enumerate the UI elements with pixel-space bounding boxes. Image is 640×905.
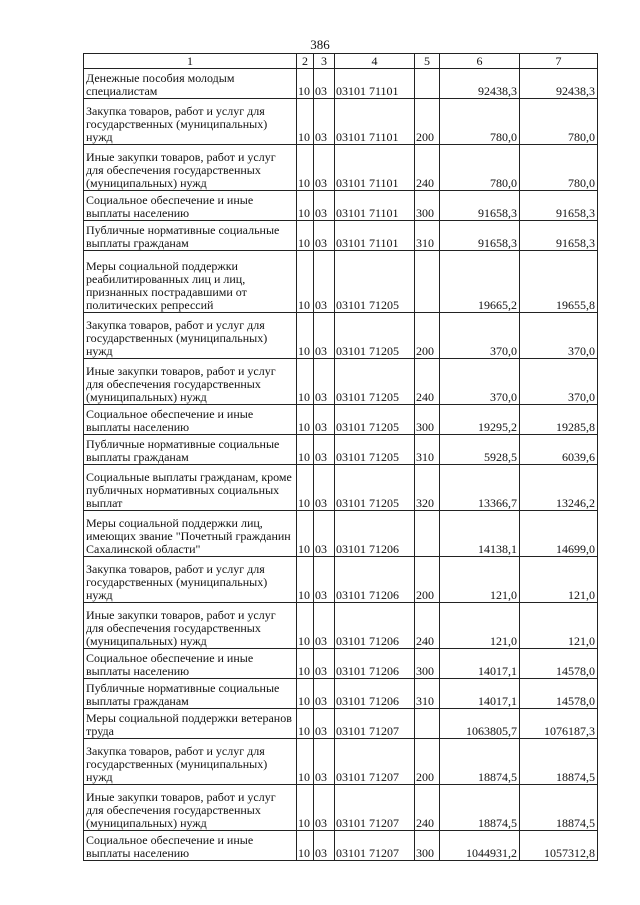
- expense-type-cell: 310: [415, 435, 440, 465]
- amount-col7-cell: 91658,3: [520, 221, 598, 251]
- target-article-cell: 03101 71205: [335, 359, 415, 405]
- amount-col6-cell: 14017,1: [440, 679, 520, 709]
- amount-col6-cell: 1044931,2: [440, 831, 520, 861]
- section-code-cell: 10: [297, 69, 314, 99]
- table-header-row: [84, 54, 598, 69]
- amount-col7-cell: 1057312,8: [520, 831, 598, 861]
- subsection-code-cell: 03: [314, 603, 335, 649]
- section-code-cell: 10: [297, 313, 314, 359]
- section-code-cell: 10: [297, 557, 314, 603]
- target-article-cell: 03101 71205: [335, 313, 415, 359]
- target-article-cell: 03101 71205: [335, 435, 415, 465]
- amount-col7-cell: 780,0: [520, 145, 598, 191]
- section-code-cell: 10: [297, 709, 314, 739]
- table-row: [84, 603, 598, 649]
- column-header: 1: [84, 54, 297, 69]
- row-name-cell: Иные закупки товаров, работ и услуг для обеспечения государственных (муниципальных) нужд: [84, 359, 297, 405]
- amount-col6-cell: 91658,3: [440, 221, 520, 251]
- target-article-cell: 03101 71205: [335, 405, 415, 435]
- table-row: [84, 405, 598, 435]
- expense-type-cell: 240: [415, 603, 440, 649]
- amount-col6-cell: 370,0: [440, 359, 520, 405]
- section-code-cell: 10: [297, 99, 314, 145]
- amount-col7-cell: 91658,3: [520, 191, 598, 221]
- subsection-code-cell: 03: [314, 739, 335, 785]
- section-code-cell: 10: [297, 359, 314, 405]
- table-row: [84, 739, 598, 785]
- row-name-cell: Меры социальной поддержки реабилитированных лиц и лиц, признанных пострадавшими от политических репрессий: [84, 251, 297, 313]
- row-name-cell: Закупка товаров, работ и услуг для государственных (муниципальных) нужд: [84, 557, 297, 603]
- section-code-cell: 10: [297, 511, 314, 557]
- section-code-cell: 10: [297, 221, 314, 251]
- subsection-code-cell: 03: [314, 221, 335, 251]
- row-name-cell: Меры социальной поддержки ветеранов труда: [84, 709, 297, 739]
- amount-col6-cell: 18874,5: [440, 785, 520, 831]
- section-code-cell: 10: [297, 649, 314, 679]
- amount-col7-cell: 1076187,3: [520, 709, 598, 739]
- target-article-cell: 03101 71207: [335, 739, 415, 785]
- target-article-cell: 03101 71207: [335, 831, 415, 861]
- row-name-cell: Социальное обеспечение и иные выплаты населению: [84, 831, 297, 861]
- row-name-cell: Меры социальной поддержки лиц, имеющих звание "Почетный гражданин Сахалинской области": [84, 511, 297, 557]
- amount-col7-cell: 370,0: [520, 359, 598, 405]
- amount-col6-cell: 19295,2: [440, 405, 520, 435]
- amount-col6-cell: 19665,2: [440, 251, 520, 313]
- amount-col6-cell: 91658,3: [440, 191, 520, 221]
- expense-type-cell: [415, 511, 440, 557]
- amount-col7-cell: 780,0: [520, 99, 598, 145]
- target-article-cell: 03101 71206: [335, 679, 415, 709]
- amount-col7-cell: 19285,8: [520, 405, 598, 435]
- subsection-code-cell: 03: [314, 511, 335, 557]
- amount-col7-cell: 13246,2: [520, 465, 598, 511]
- target-article-cell: 03101 71206: [335, 649, 415, 679]
- target-article-cell: 03101 71205: [335, 251, 415, 313]
- row-name-cell: Социальное обеспечение и иные выплаты населению: [84, 405, 297, 435]
- table-row: [84, 99, 598, 145]
- table-row: [84, 191, 598, 221]
- expense-type-cell: 200: [415, 313, 440, 359]
- table-row: [84, 557, 598, 603]
- expense-type-cell: 300: [415, 649, 440, 679]
- subsection-code-cell: 03: [314, 831, 335, 861]
- expense-type-cell: [415, 709, 440, 739]
- table-row: [84, 145, 598, 191]
- expense-type-cell: 240: [415, 359, 440, 405]
- amount-col6-cell: 780,0: [440, 99, 520, 145]
- amount-col6-cell: 14017,1: [440, 649, 520, 679]
- table-row: [84, 359, 598, 405]
- expense-type-cell: [415, 251, 440, 313]
- column-header: 3: [314, 54, 335, 69]
- section-code-cell: 10: [297, 679, 314, 709]
- table-row: [84, 435, 598, 465]
- amount-col7-cell: 18874,5: [520, 785, 598, 831]
- section-code-cell: 10: [297, 191, 314, 221]
- target-article-cell: 03101 71101: [335, 221, 415, 251]
- amount-col6-cell: 370,0: [440, 313, 520, 359]
- expense-type-cell: 240: [415, 145, 440, 191]
- amount-col6-cell: 92438,3: [440, 69, 520, 99]
- column-header: 5: [415, 54, 440, 69]
- row-name-cell: Закупка товаров, работ и услуг для государственных (муниципальных) нужд: [84, 739, 297, 785]
- amount-col6-cell: 5928,5: [440, 435, 520, 465]
- amount-col6-cell: 14138,1: [440, 511, 520, 557]
- section-code-cell: 10: [297, 785, 314, 831]
- amount-col6-cell: 1063805,7: [440, 709, 520, 739]
- subsection-code-cell: 03: [314, 465, 335, 511]
- target-article-cell: 03101 71207: [335, 709, 415, 739]
- expense-type-cell: 200: [415, 739, 440, 785]
- table-row: [84, 785, 598, 831]
- amount-col7-cell: 121,0: [520, 557, 598, 603]
- amount-col7-cell: 14578,0: [520, 649, 598, 679]
- row-name-cell: Закупка товаров, работ и услуг для государственных (муниципальных) нужд: [84, 99, 297, 145]
- amount-col6-cell: 13366,7: [440, 465, 520, 511]
- column-header: 2: [297, 54, 314, 69]
- target-article-cell: 03101 71101: [335, 191, 415, 221]
- expense-type-cell: 310: [415, 679, 440, 709]
- amount-col6-cell: 18874,5: [440, 739, 520, 785]
- amount-col7-cell: 18874,5: [520, 739, 598, 785]
- row-name-cell: Социальное обеспечение и иные выплаты населению: [84, 649, 297, 679]
- subsection-code-cell: 03: [314, 435, 335, 465]
- table-row: [84, 649, 598, 679]
- row-name-cell: Иные закупки товаров, работ и услуг для обеспечения государственных (муниципальных) нужд: [84, 145, 297, 191]
- table-row: [84, 251, 598, 313]
- row-name-cell: Социальные выплаты гражданам, кроме публичных нормативных социальных выплат: [84, 465, 297, 511]
- table-row: [84, 465, 598, 511]
- table-row: [84, 709, 598, 739]
- amount-col7-cell: 370,0: [520, 313, 598, 359]
- table-row: [84, 831, 598, 861]
- target-article-cell: 03101 71206: [335, 557, 415, 603]
- subsection-code-cell: 03: [314, 313, 335, 359]
- subsection-code-cell: 03: [314, 709, 335, 739]
- section-code-cell: 10: [297, 145, 314, 191]
- section-code-cell: 10: [297, 831, 314, 861]
- section-code-cell: 10: [297, 435, 314, 465]
- row-name-cell: Закупка товаров, работ и услуг для государственных (муниципальных) нужд: [84, 313, 297, 359]
- amount-col7-cell: 6039,6: [520, 435, 598, 465]
- column-header: 7: [520, 54, 598, 69]
- subsection-code-cell: 03: [314, 405, 335, 435]
- target-article-cell: 03101 71205: [335, 465, 415, 511]
- subsection-code-cell: 03: [314, 69, 335, 99]
- row-name-cell: Иные закупки товаров, работ и услуг для обеспечения государственных (муниципальных) нужд: [84, 603, 297, 649]
- section-code-cell: 10: [297, 251, 314, 313]
- page-number: 386: [310, 37, 330, 52]
- row-name-cell: Публичные нормативные социальные выплаты гражданам: [84, 679, 297, 709]
- expense-type-cell: 200: [415, 99, 440, 145]
- column-header: 6: [440, 54, 520, 69]
- expense-type-cell: 200: [415, 557, 440, 603]
- amount-col7-cell: 121,0: [520, 603, 598, 649]
- expense-type-cell: [415, 69, 440, 99]
- subsection-code-cell: 03: [314, 359, 335, 405]
- table-row: [84, 69, 598, 99]
- expense-type-cell: 310: [415, 221, 440, 251]
- expense-type-cell: 300: [415, 405, 440, 435]
- row-name-cell: Публичные нормативные социальные выплаты гражданам: [84, 435, 297, 465]
- subsection-code-cell: 03: [314, 679, 335, 709]
- amount-col7-cell: 19655,8: [520, 251, 598, 313]
- target-article-cell: 03101 71207: [335, 785, 415, 831]
- expense-type-cell: 320: [415, 465, 440, 511]
- subsection-code-cell: 03: [314, 191, 335, 221]
- column-header: 4: [335, 54, 415, 69]
- table-row: [84, 679, 598, 709]
- row-name-cell: Публичные нормативные социальные выплаты гражданам: [84, 221, 297, 251]
- section-code-cell: 10: [297, 465, 314, 511]
- subsection-code-cell: 03: [314, 785, 335, 831]
- row-name-cell: Денежные пособия молодым специалистам: [84, 69, 297, 99]
- expense-type-cell: 300: [415, 191, 440, 221]
- section-code-cell: 10: [297, 603, 314, 649]
- expense-type-cell: 300: [415, 831, 440, 861]
- target-article-cell: 03101 71101: [335, 145, 415, 191]
- table-body: [84, 69, 598, 861]
- table-row: [84, 313, 598, 359]
- subsection-code-cell: 03: [314, 649, 335, 679]
- budget-table: [83, 53, 598, 861]
- subsection-code-cell: 03: [314, 99, 335, 145]
- expense-type-cell: 240: [415, 785, 440, 831]
- amount-col6-cell: 121,0: [440, 603, 520, 649]
- table-row: [84, 221, 598, 251]
- amount-col7-cell: 14578,0: [520, 679, 598, 709]
- section-code-cell: 10: [297, 405, 314, 435]
- target-article-cell: 03101 71206: [335, 603, 415, 649]
- amount-col6-cell: 780,0: [440, 145, 520, 191]
- table-row: [84, 511, 598, 557]
- section-code-cell: 10: [297, 739, 314, 785]
- target-article-cell: 03101 71206: [335, 511, 415, 557]
- amount-col7-cell: 14699,0: [520, 511, 598, 557]
- subsection-code-cell: 03: [314, 251, 335, 313]
- row-name-cell: Иные закупки товаров, работ и услуг для обеспечения государственных (муниципальных) нужд: [84, 785, 297, 831]
- row-name-cell: Социальное обеспечение и иные выплаты населению: [84, 191, 297, 221]
- subsection-code-cell: 03: [314, 557, 335, 603]
- amount-col6-cell: 121,0: [440, 557, 520, 603]
- subsection-code-cell: 03: [314, 145, 335, 191]
- target-article-cell: 03101 71101: [335, 69, 415, 99]
- amount-col7-cell: 92438,3: [520, 69, 598, 99]
- target-article-cell: 03101 71101: [335, 99, 415, 145]
